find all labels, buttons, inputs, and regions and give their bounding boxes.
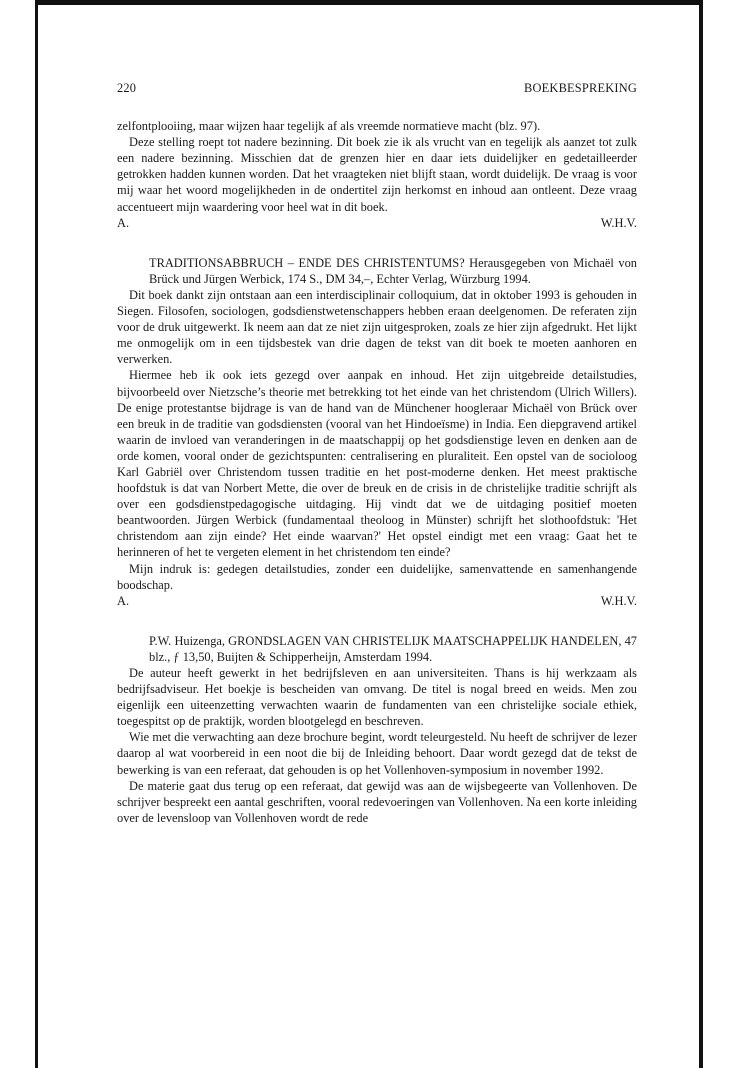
running-header <box>117 80 637 96</box>
page-frame-left <box>35 0 38 1068</box>
review-3 <box>117 633 637 826</box>
page-frame-top <box>35 0 703 5</box>
signature-author: W.H.V. <box>600 593 637 608</box>
review-2 <box>117 255 637 609</box>
signature-author: W.H.V. <box>600 215 637 230</box>
signature-initial: A. <box>117 593 130 608</box>
paragraph: Wie met die verwachting aan deze brochure begint, wordt teleurgesteld. Nu heeft de schrijver de lezer daarop al wat voorbereid in een noot die bij de Inleiding behoort. Daar wordt gezegd dat de tekst de bewerking is van een referaat, dat gehouden is op het Vollenhoven-symposium in november 1992. <box>117 730 637 777</box>
review-heading: P.W. Huizenga, GRONDSLAGEN VAN CHRISTELIJK MAATSCHAPPELIJK HANDELEN, 47 blz., ƒ 13,50, Buijten & Schipperheijn, Amsterdam 1994. <box>149 633 637 664</box>
paragraph: Dit boek dankt zijn ontstaan aan een interdisciplinair colloquium, dat in oktober 1993 is gehouden in Siegen. Filosofen, sociologen, godsdienstwetenschappers hebben eraan deelgenomen. De referaten zijn voor de druk uitgewerkt. Ik neem aan dat ze niet zijn uitgesproken, zoals ze hier zijn afgedrukt. Het lijkt me onmogelijk om in een tijdsbestek van drie dagen de tekst van dit boek te moeten aanhoren en verwerken. <box>117 287 637 367</box>
review-heading: TRADITIONSABBRUCH – ENDE DES CHRISTENTUMS? Herausgegeben von Michaël von Brück und Jürgen Werbick, 174 S., DM 34,–, Echter Verlag, Würzburg 1994. <box>149 255 637 286</box>
page-frame-right <box>699 0 703 1068</box>
signature <box>117 215 637 231</box>
paragraph: De auteur heeft gewerkt in het bedrijfsleven en aan universiteiten. Thans is hij werkzaam als bedrijfsadviseur. Het boekje is bescheiden van omvang. De titel is nogal breed en weids. Men zou eigenlijk een uiteenzetting verwachten waarin de fundamenten van een christelijke sociale ethiek, toegespitst op de praktijk, worden blootgelegd en beschreven. <box>117 666 637 729</box>
paragraph: Hiermee heb ik ook iets gezegd over aanpak en inhoud. Het zijn uitgebreide detailstudies, bijvoorbeeld over Nietzsche’s theorie met betrekking tot het einde van het christendom (Ulrich Willers). De enige protestantse bijdrage is van de hand van de Münchener hoogleraar Michaël von Brück over een breuk in de traditie van godsdiensten (vooral van het Hindoeïsme) in India. Een diepgravend artikel waarin de invloed van veranderingen in de maatschappij op het godsdienstige leven en denken aan de orde komen, vooral onder de gezichtspunten: centralisering en pluraliteit. Een opstel van de socioloog Karl Gabriël over Christendom tussen traditie en het post-moderne denken. Het meest praktische hoofdstuk is dat van Norbert Mette, die over de breuk en de crisis in de christelijke traditie schrijft als over een godsdienstpedagogische uitdaging. Hij vindt dat we de uitdaging positief moeten beantwoorden. Jürgen Werbick (fundamentaal theoloog in Münster) schrijft het slothoofdstuk: 'Het christendom aan zijn einde? Het einde waarvan?' Het opstel eindigt met een vraag: Gaat het te herinneren of het te vergeten element in het christendom ten einde? <box>117 368 637 560</box>
paragraph: Deze stelling roept tot nadere bezinning. Dit boek zie ik als vrucht van en tegelijk als aanzet tot zulk een nadere bezinning. Misschien dat de grenzen hier en daar iets duidelijker en gedetailleerder getrokken hadden kunnen worden. Dat het vraagteken niet blijft staan, wordt duidelijk. De vraag is voor mij waar het woord mogelijkheden in de ondertitel zijn herkomst en inhoud aan ontleent. Deze vraag accentueert mijn waardering voor heel wat in dit boek. <box>117 135 637 214</box>
page-number: 220 <box>117 81 137 95</box>
signature <box>117 593 637 609</box>
review-1-end <box>117 118 637 231</box>
paragraph: De materie gaat dus terug op een referaat, dat gewijd was aan de wijsbegeerte van Vollenhoven. De schrijver bespreekt een aantal geschriften, vooral redevoeringen van Vollenhoven. Na een korte inleiding over de levensloop van Vollenhoven wordt de rede <box>117 778 637 825</box>
signature-initial: A. <box>117 215 130 230</box>
page-content <box>117 80 637 826</box>
section-title: BOEKBESPREKING <box>524 81 637 95</box>
paragraph: Mijn indruk is: gedegen detailstudies, zonder een duidelijke, samenvattende en samenhangende boodschap. <box>117 561 637 592</box>
paragraph: zelfontplooiing, maar wijzen haar tegelijk af als vreemde normatieve macht (blz. 97). <box>117 119 541 134</box>
